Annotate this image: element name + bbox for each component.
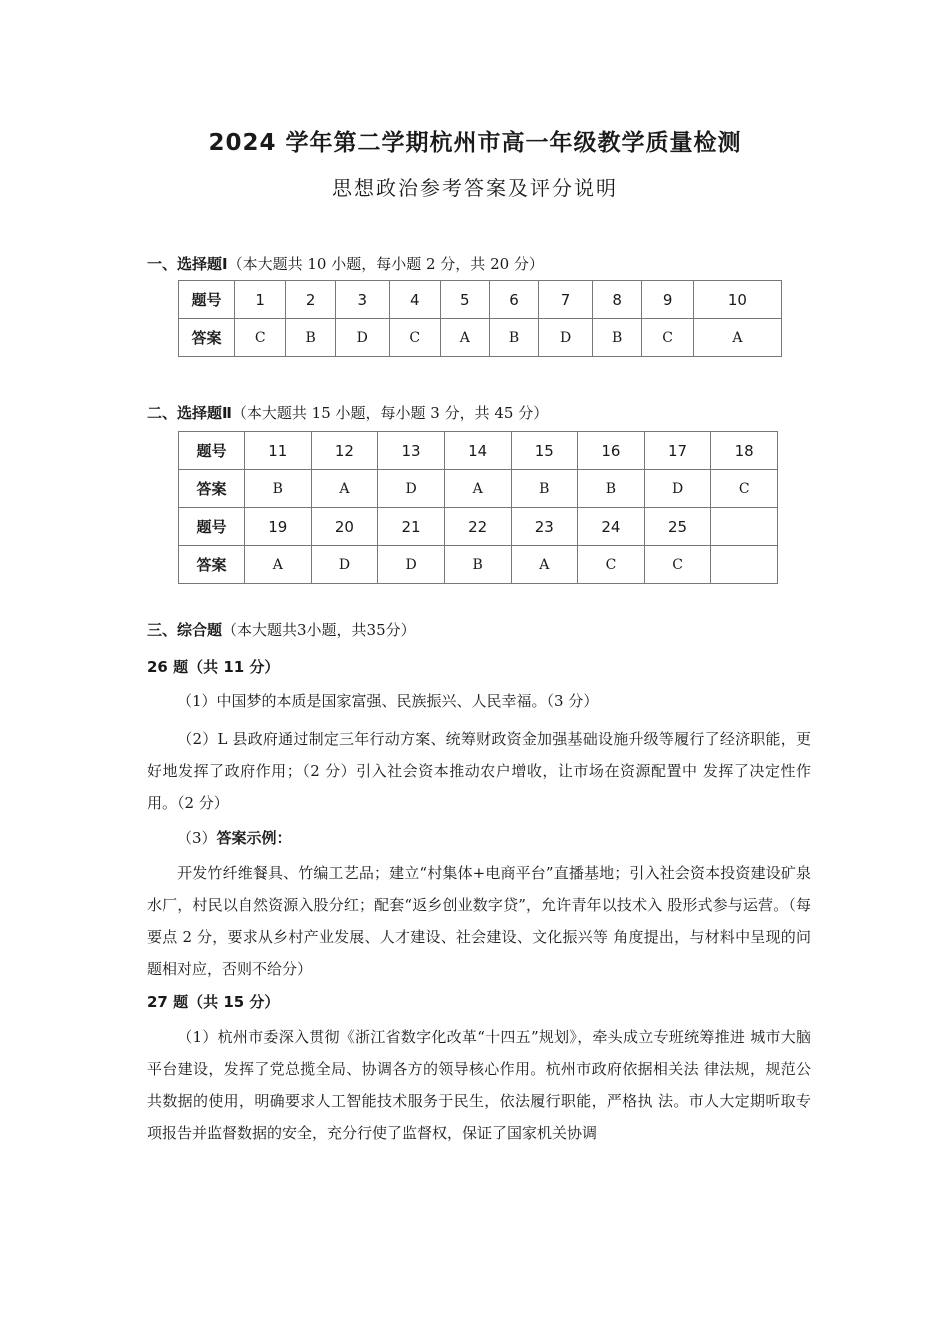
row-label-question: 题号	[179, 508, 245, 546]
q26-answer-2-text: （2）L 县政府通过制定三年行动方案、统筹财政资金加强基础设施升级等履行了经济职能，更好地发挥了政府作用；（2 分）引入社会资本推动农户增收，让市场在资源配置中 发挥了决定性作用。（2 分）	[147, 730, 811, 812]
q26-answer-3-label: （3）	[177, 829, 217, 847]
section2-heading	[147, 402, 548, 423]
table-row	[179, 546, 778, 584]
question-number: 20	[311, 508, 378, 546]
answer-cell	[711, 546, 778, 584]
answer-cell: A	[440, 319, 489, 357]
q26-answer-example-text: 开发竹纤维餐具、竹编工艺品；建立“村集体+电商平台”直播基地；引入社会资本投资建设矿泉水厂，村民以自然资源入股分红；配套“返乡创业数字贷”，允许青年以技术入 股形式参与运营。（每要点 2 分，要求从乡村产业发展、人才建设、社会建设、文化振兴等 角度提出，与材料中呈现的问题相对应，否则不给分）	[147, 864, 811, 978]
answer-cell: D	[378, 470, 445, 508]
section1-answer-table	[178, 280, 782, 357]
question-number: 25	[644, 508, 711, 546]
answer-cell: A	[511, 546, 578, 584]
answer-cell: C	[644, 546, 711, 584]
question-number: 1	[235, 281, 286, 319]
section1-heading	[147, 253, 544, 274]
answer-cell: C	[235, 319, 286, 357]
section2-title: 二、选择题Ⅱ	[147, 404, 232, 422]
page-title: 2024 学年第二学期杭州市高一年级教学质量检测	[208, 130, 742, 156]
question-number: 11	[245, 432, 312, 470]
table-row	[179, 281, 782, 319]
answer-cell: A	[693, 319, 781, 357]
q27-heading: 27 题（共 15 分）	[147, 993, 280, 1011]
answer-cell: C	[578, 546, 645, 584]
question-number: 13	[378, 432, 445, 470]
question-number	[711, 508, 778, 546]
table-row	[179, 508, 778, 546]
answer-cell: D	[311, 546, 378, 584]
question-number: 14	[444, 432, 511, 470]
answer-cell: A	[311, 470, 378, 508]
row-label-answer: 答案	[179, 470, 245, 508]
row-label-answer: 答案	[179, 319, 235, 357]
answer-cell: D	[539, 319, 593, 357]
answer-cell: A	[444, 470, 511, 508]
q26-heading: 26 题（共 11 分）	[147, 658, 280, 676]
question-number: 3	[335, 281, 389, 319]
question-number: 19	[245, 508, 312, 546]
page-subtitle: 思想政治参考答案及评分说明	[332, 176, 618, 200]
answer-cell: B	[489, 319, 539, 357]
row-label-question: 题号	[179, 432, 245, 470]
q27-answer-1	[147, 1021, 811, 1149]
section3-title: 三、综合题	[147, 621, 223, 639]
question-number: 5	[440, 281, 489, 319]
row-label-answer: 答案	[179, 546, 245, 584]
q26-answer-example	[147, 857, 811, 985]
question-number: 18	[711, 432, 778, 470]
answer-cell: B	[286, 319, 336, 357]
answer-cell: B	[245, 470, 312, 508]
question-number: 10	[693, 281, 781, 319]
section3-note: （本大题共3小题，共35分）	[222, 621, 416, 639]
question-number: 21	[378, 508, 445, 546]
answer-cell: B	[511, 470, 578, 508]
section1-note: （本大题共 10 小题，每小题 2 分，共 20 分）	[227, 255, 544, 273]
answer-cell: B	[592, 319, 642, 357]
question-number: 23	[511, 508, 578, 546]
answer-cell: A	[245, 546, 312, 584]
q26-answer-1	[147, 685, 811, 717]
table-row	[179, 470, 778, 508]
section1-title: 一、选择题Ⅰ	[147, 255, 228, 273]
question-number: 15	[511, 432, 578, 470]
question-number: 6	[489, 281, 539, 319]
question-number: 9	[642, 281, 693, 319]
section3-heading	[147, 619, 416, 640]
section2-note: （本大题共 15 小题，每小题 3 分，共 45 分）	[231, 404, 549, 422]
question-number: 4	[389, 281, 440, 319]
answer-cell: B	[578, 470, 645, 508]
question-number: 2	[286, 281, 336, 319]
question-number: 16	[578, 432, 645, 470]
answer-cell: D	[378, 546, 445, 584]
question-number: 12	[311, 432, 378, 470]
q26-answer-1-text: （1）中国梦的本质是国家富强、民族振兴、人民幸福。（3 分）	[177, 692, 599, 710]
q26-answer-example-label: 答案示例：	[216, 829, 292, 847]
answer-cell: C	[642, 319, 693, 357]
q26-answer-2	[147, 723, 811, 819]
question-number: 17	[644, 432, 711, 470]
question-number: 7	[539, 281, 593, 319]
question-number: 8	[592, 281, 642, 319]
answer-cell: D	[335, 319, 389, 357]
question-number: 22	[444, 508, 511, 546]
answer-cell: C	[711, 470, 778, 508]
row-label-question: 题号	[179, 281, 235, 319]
question-number: 24	[578, 508, 645, 546]
table-row	[179, 432, 778, 470]
section2-answer-table	[178, 431, 778, 584]
answer-cell: C	[389, 319, 440, 357]
answer-cell: B	[444, 546, 511, 584]
table-row	[179, 319, 782, 357]
q26-answer-3	[147, 822, 811, 854]
q27-answer-1-text: （1）杭州市委深入贯彻《浙江省数字化改革“十四五”规划》，牵头成立专班统筹推进 城市大脑平台建设，发挥了党总揽全局、协调各方的领导核心作用。杭州市政府依据相关法 律法规，规范公共数据的使用，明确要求人工智能技术服务于民生，依法履行职能，严格执 法。市人大定期听取专项报告并监督数据的安全，充分行使了监督权，保证了国家机关协调	[147, 1028, 811, 1142]
answer-cell: D	[644, 470, 711, 508]
